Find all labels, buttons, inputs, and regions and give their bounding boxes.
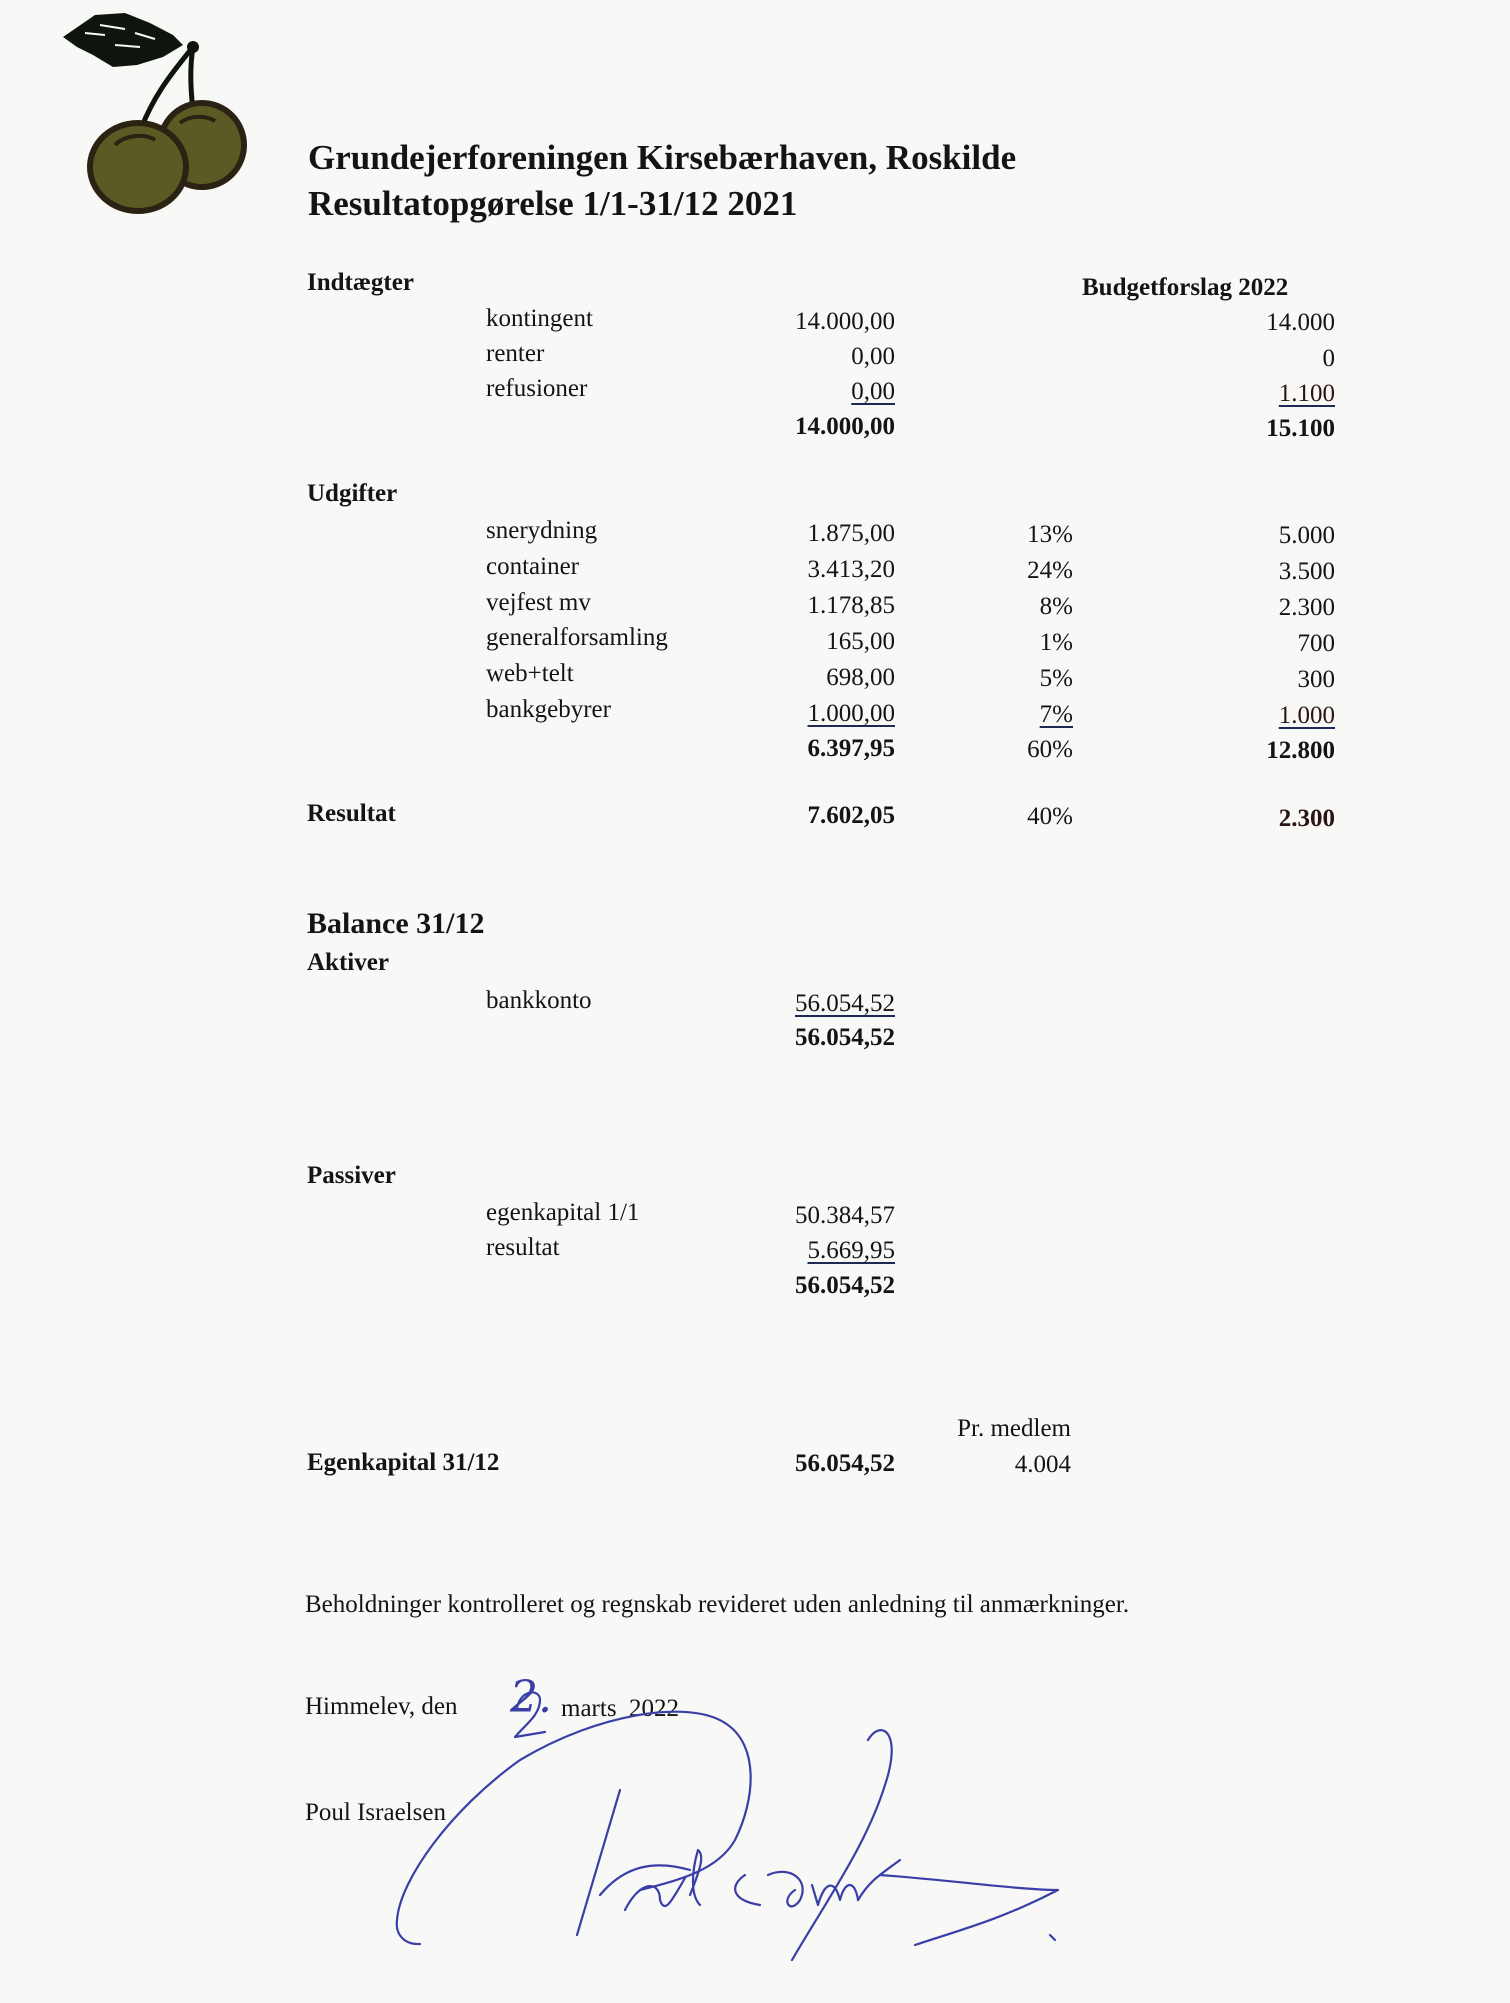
handwritten-day: 2. (510, 1672, 552, 1723)
balance-heading: Balance 31/12 (307, 907, 485, 940)
audit-statement: Beholdninger kontrolleret og regnskab revideret uden anledning til anmærkninger. (305, 1591, 1130, 1618)
row-actual: 0,00 (851, 378, 895, 405)
row-budget: 700 (1297, 630, 1335, 657)
row-pct: 7% (1039, 701, 1073, 728)
row-pct: 8% (1039, 593, 1073, 620)
row-actual: 1.875,00 (807, 520, 895, 547)
row-budget: 3.500 (1278, 558, 1335, 585)
row-actual: 1.178,85 (807, 592, 895, 619)
per-member-label: Pr. medlem (957, 1415, 1071, 1442)
expense-total-pct: 60% (1027, 736, 1073, 763)
row-label: snerydning (486, 517, 598, 544)
assets-heading: Aktiver (307, 949, 389, 976)
row-label: kontingent (486, 305, 593, 332)
row-actual: 165,00 (826, 628, 895, 655)
row-actual: 1.000,00 (807, 700, 895, 727)
row-label: generalforsamling (486, 624, 668, 651)
document-subtitle: Resultatopgørelse 1/1-31/12 2021 (308, 184, 798, 223)
row-actual: 14.000,00 (795, 308, 895, 335)
result-actual: 7.602,05 (807, 802, 895, 829)
expenses-heading: Udgifter (307, 480, 398, 507)
row-value: 50.384,57 (795, 1202, 895, 1229)
income-heading: Indtægter (307, 269, 414, 296)
row-pct: 5% (1039, 665, 1073, 692)
row-pct: 1% (1039, 629, 1073, 656)
row-label: web+telt (486, 660, 574, 687)
row-value: 5.669,95 (807, 1237, 895, 1264)
row-budget: 14.000 (1266, 309, 1335, 336)
signer-name: Poul Israelsen (305, 1799, 446, 1826)
row-label: bankkonto (486, 987, 592, 1014)
row-label: refusioner (486, 375, 588, 402)
row-actual: 0,00 (851, 343, 895, 370)
row-label: resultat (486, 1234, 560, 1261)
row-label: bankgebyrer (486, 696, 611, 723)
row-pct: 13% (1027, 521, 1073, 548)
row-budget: 1.000 (1278, 702, 1335, 729)
row-budget: 2.300 (1278, 594, 1335, 621)
row-value: 56.054,52 (795, 990, 895, 1017)
expense-total-actual: 6.397,95 (807, 735, 895, 762)
result-heading: Resultat (307, 800, 396, 827)
document-title: Grundejerforeningen Kirsebærhaven, Roskilde (308, 138, 1017, 177)
row-label: container (486, 553, 580, 580)
result-pct: 40% (1027, 803, 1073, 830)
row-budget: 300 (1297, 666, 1335, 693)
row-label: vejfest mv (486, 589, 591, 616)
expense-total-budget: 12.800 (1266, 737, 1335, 764)
budget-heading: Budgetforslag 2022 (1082, 274, 1289, 301)
row-budget: 1.100 (1278, 380, 1335, 407)
row-budget: 5.000 (1278, 522, 1335, 549)
liabilities-heading: Passiver (307, 1162, 396, 1189)
per-member-value: 4.004 (1014, 1451, 1071, 1478)
row-actual: 3.413,20 (807, 556, 895, 583)
row-actual: 698,00 (826, 664, 895, 691)
equity-value: 56.054,52 (795, 1450, 895, 1477)
place-date-prefix: Himmelev, den (305, 1693, 458, 1720)
income-total-budget: 15.100 (1266, 415, 1335, 442)
liabilities-total: 56.054,52 (795, 1272, 895, 1299)
equity-heading: Egenkapital 31/12 (307, 1449, 500, 1476)
date-month-year: marts 2022 (561, 1695, 680, 1722)
row-label: egenkapital 1/1 (486, 1199, 640, 1226)
income-total-actual: 14.000,00 (795, 413, 895, 440)
row-pct: 24% (1027, 557, 1073, 584)
row-budget: 0 (1322, 345, 1335, 372)
result-budget: 2.300 (1278, 805, 1335, 832)
row-label: renter (486, 340, 545, 367)
assets-total: 56.054,52 (795, 1024, 895, 1051)
